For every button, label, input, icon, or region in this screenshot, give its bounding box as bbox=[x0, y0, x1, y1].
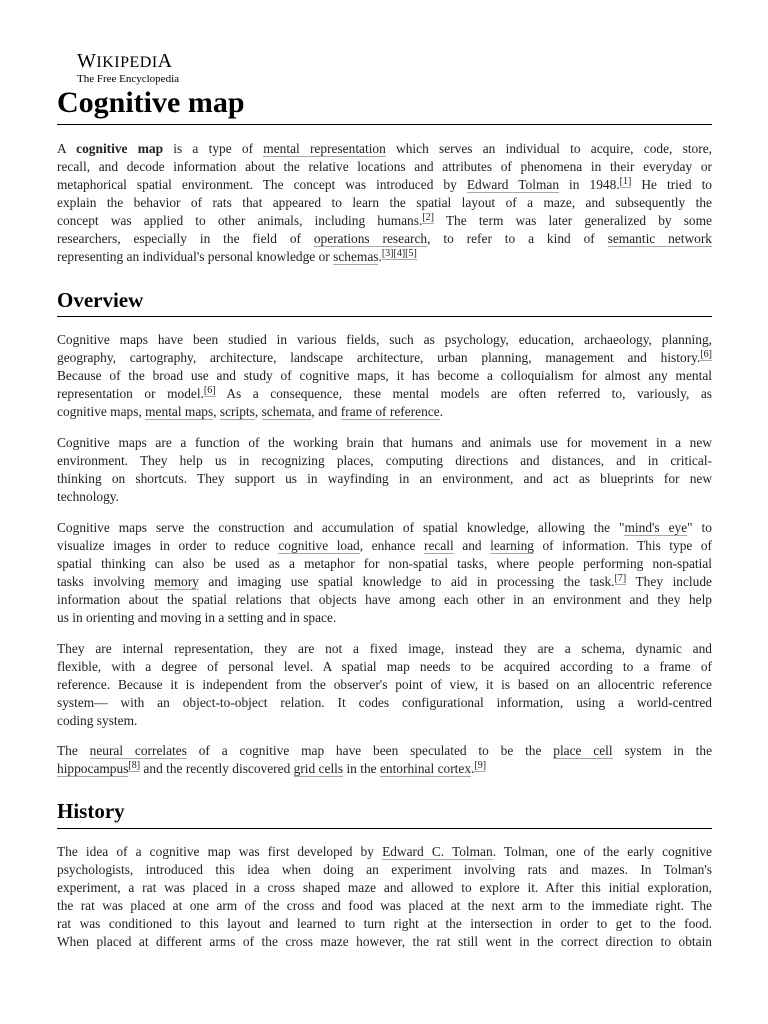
citation-9[interactable]: [9] bbox=[474, 760, 487, 771]
intro-paragraph: A cognitive map is a type of mental representation which serves an individual to acquire, code, store, recall, and decode information about the relative locations and attributes of phenomena in their everyday or metaphorical spatial environment. The concept was introduced by Edward Tolman in 1948.[1] He tried to explain the behavior of rats that appeared to learn the spatial layout of a maze, and subsequently the concept was applied to other animals, including humans.[2] The term was later generalized by some researchers, especially in the field of operations research, to refer to a kind of semantic network representing an individual's personal knowledge or schemas.[3][4][5] bbox=[57, 141, 713, 264]
link-edward-c-tolman[interactable]: Edward C. Tolman bbox=[382, 844, 493, 859]
link-memory[interactable]: memory bbox=[154, 574, 199, 589]
link-schemas[interactable]: schemas bbox=[333, 249, 379, 264]
link-mental-representation[interactable]: mental representation bbox=[263, 141, 386, 156]
history-paragraph-1: The idea of a cognitive map was first developed by Edward C. Tolman. Tolman, one of the early cognitive psychologists, introduced this idea when doing an experiment involving rats and mazes. In Tolman's experiment, a rat was placed in a cross shaped maze and allowed to explore it. After this initial exploration, the rat was placed at one arm of the cross and food was placed at the next arm to the immediate right. The rat was conditioned to this layout and learned to turn right at the intersection in order to get to the food. When placed at different arms of the cross maze however, the rat still went in the correct direction to obtain bbox=[57, 844, 712, 949]
title-divider bbox=[57, 124, 712, 125]
citation-1[interactable]: [1] bbox=[619, 176, 632, 187]
link-schemata[interactable]: schemata bbox=[261, 404, 312, 419]
citation-6b[interactable]: [6] bbox=[203, 385, 216, 396]
overview-paragraph-5: The neural correlates of a cognitive map have been speculated to be the place cell system in the hippocampus[8] and the recently discovered grid cells in the entorhinal cortex.[9] bbox=[57, 743, 713, 776]
overview-paragraph-1: Cognitive maps have been studied in various fields, such as psychology, education, archaeology, planning, geography, cartography, architecture, landscape architecture, urban planning, management and history.[6] Because of the broad use and study of cognitive maps, it has become a colloquialism for almost any mental representation or model.[6] As a consequence, these mental models are often referred to, variously, as cognitive maps, mental maps, scripts, schemata, and frame of reference. bbox=[57, 332, 712, 419]
section-heading-history: History bbox=[57, 799, 125, 823]
link-edward-tolman[interactable]: Edward Tolman bbox=[466, 177, 560, 192]
logo-tagline: The Free Encyclopedia bbox=[77, 73, 180, 85]
link-learning[interactable]: learning bbox=[490, 538, 534, 553]
link-place-cell[interactable]: place cell bbox=[553, 743, 613, 758]
overview-paragraph-3: Cognitive maps serve the construction and accumulation of spatial knowledge, allowing the "mind's eye" to visualize images in order to reduce cognitive load, enhance recall and learning of information. This type of spatial thinking can also be used as a metaphor for non-spatial tasks, where people performing non-spatial tasks involving memory and imaging use spatial knowledge to aid in processing the task.[7] They include information about the spatial relations that objects have among each other in an environment and they help us in orienting and moving in a setting and in space. bbox=[57, 520, 713, 625]
link-entorhinal-cortex[interactable]: entorhinal cortex bbox=[379, 761, 472, 776]
wikipedia-logo[interactable] bbox=[77, 50, 179, 86]
link-neural-correlates[interactable]: neural correlates bbox=[89, 743, 187, 758]
link-mental-maps[interactable]: mental maps bbox=[145, 404, 214, 419]
citation-3-4-5[interactable]: [3][4][5] bbox=[381, 248, 417, 259]
link-scripts[interactable]: scripts bbox=[219, 404, 255, 419]
section-heading-overview: Overview bbox=[57, 288, 144, 312]
citation-2[interactable]: [2] bbox=[422, 212, 434, 223]
link-minds-eye[interactable]: mind's eye bbox=[624, 520, 688, 535]
citation-8[interactable]: [8] bbox=[128, 760, 141, 771]
link-operations-research[interactable]: operations research bbox=[313, 231, 428, 246]
bold-term: cognitive map bbox=[76, 141, 164, 156]
overview-divider bbox=[57, 316, 712, 317]
citation-7[interactable]: [7] bbox=[614, 573, 627, 584]
link-cognitive-load[interactable]: cognitive load bbox=[278, 538, 360, 553]
overview-paragraph-4: They are internal representation, they are not a fixed image, instead they are a schema, dynamic and flexible, with a degree of personal level. A spatial map needs to be acquired according to a frame of reference. Because it is independent from the observer's point of view, it is based on an allocentric reference system— with an object-to-object relation. It codes configurational information, using a world-centred coding system. bbox=[57, 641, 712, 728]
overview-paragraph-2: Cognitive maps are a function of the working brain that humans and animals use for movement in a new environment. They help us in recognizing places, computing directions and distances, and in critical- thinking on shortcuts. They support us in wayfinding in an environment, and act as blueprints for new technology. bbox=[57, 435, 712, 504]
page-title: Cognitive map bbox=[57, 86, 245, 119]
link-grid-cells[interactable]: grid cells bbox=[293, 761, 344, 776]
link-frame-of-reference[interactable]: frame of reference bbox=[340, 404, 440, 419]
link-semantic-network[interactable]: semantic network bbox=[607, 231, 712, 246]
history-divider bbox=[57, 828, 712, 829]
link-hippocampus[interactable]: hippocampus bbox=[57, 761, 129, 776]
link-recall[interactable]: recall bbox=[424, 538, 454, 553]
logo-wordmark: WIKIPEDIA bbox=[77, 50, 173, 72]
citation-6[interactable]: [6] bbox=[700, 349, 712, 360]
